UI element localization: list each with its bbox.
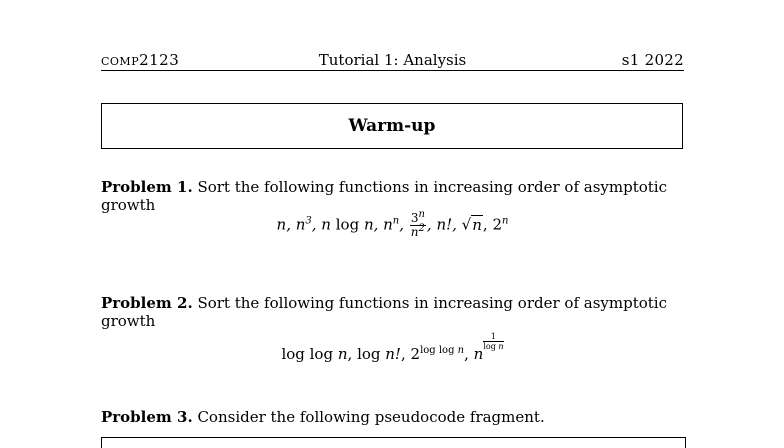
problem-2: [101, 294, 701, 330]
section-title: Warm-up: [348, 116, 436, 136]
formula-term: ,: [399, 215, 405, 234]
formula-separator: ,: [464, 345, 474, 363]
formula-exponent: 3: [305, 215, 312, 227]
formula-log: log: [330, 215, 364, 234]
sqrt-symbol: √: [461, 215, 472, 234]
numerator-base: 3: [410, 211, 419, 225]
fraction-denominator: [410, 223, 426, 239]
formula-log: log: [357, 345, 386, 363]
formula-variable: n!: [385, 345, 401, 363]
semester-label: s1 2022: [621, 51, 684, 69]
formula-term: n, n: [276, 215, 306, 234]
denominator-exponent: 2: [418, 223, 425, 234]
problem-1-formula: [101, 209, 684, 239]
pseudocode-box: [101, 437, 686, 448]
exponent-denominator-variable: n: [498, 342, 504, 351]
formula-log: log log: [281, 345, 338, 363]
formula-term: , 2: [482, 215, 502, 234]
formula-variable: n: [337, 345, 348, 363]
section-title-box: [101, 103, 683, 149]
formula-term: , 2: [400, 345, 421, 363]
problem-3: [101, 408, 701, 426]
formula-exponent: n: [502, 215, 509, 227]
problem-1-text: Sort the following functions in increasing order of asymptotic growth: [101, 178, 667, 214]
formula-term: , n: [311, 215, 331, 234]
exponent-fraction: [483, 332, 503, 351]
formula-term: , n!,: [426, 215, 462, 234]
problem-2-formula: [101, 332, 684, 363]
denominator-base: n: [410, 225, 419, 239]
exponent-denominator: [483, 342, 503, 351]
formula-separator: ,: [347, 345, 358, 363]
formula-fraction: [410, 209, 426, 239]
numerator-exponent: n: [418, 209, 425, 220]
problem-2-text: Sort the following functions in increasing order of asymptotic growth: [101, 294, 667, 330]
problem-1-label: Problem 1.: [101, 178, 193, 196]
sqrt-argument: n: [472, 215, 482, 234]
problem-2-label: Problem 2.: [101, 294, 193, 312]
tutorial-title: Tutorial 1: Analysis: [318, 51, 467, 69]
formula-exponent: [420, 345, 464, 356]
formula-term: n, n: [363, 215, 393, 234]
formula-exponent: n: [392, 215, 400, 227]
course-code: comp2123: [101, 51, 180, 69]
formula-variable: n: [473, 345, 484, 363]
problem-3-label: Problem 3.: [101, 408, 193, 426]
exponent-numerator: 1: [483, 332, 503, 342]
problem-3-text: Consider the following pseudocode fragment.: [197, 408, 545, 426]
exponent-variable: n: [457, 345, 465, 356]
exponent-log: log log: [420, 345, 458, 356]
page-header: [101, 50, 684, 71]
problem-1: [101, 178, 701, 214]
exponent-denominator-log: log: [483, 342, 499, 351]
